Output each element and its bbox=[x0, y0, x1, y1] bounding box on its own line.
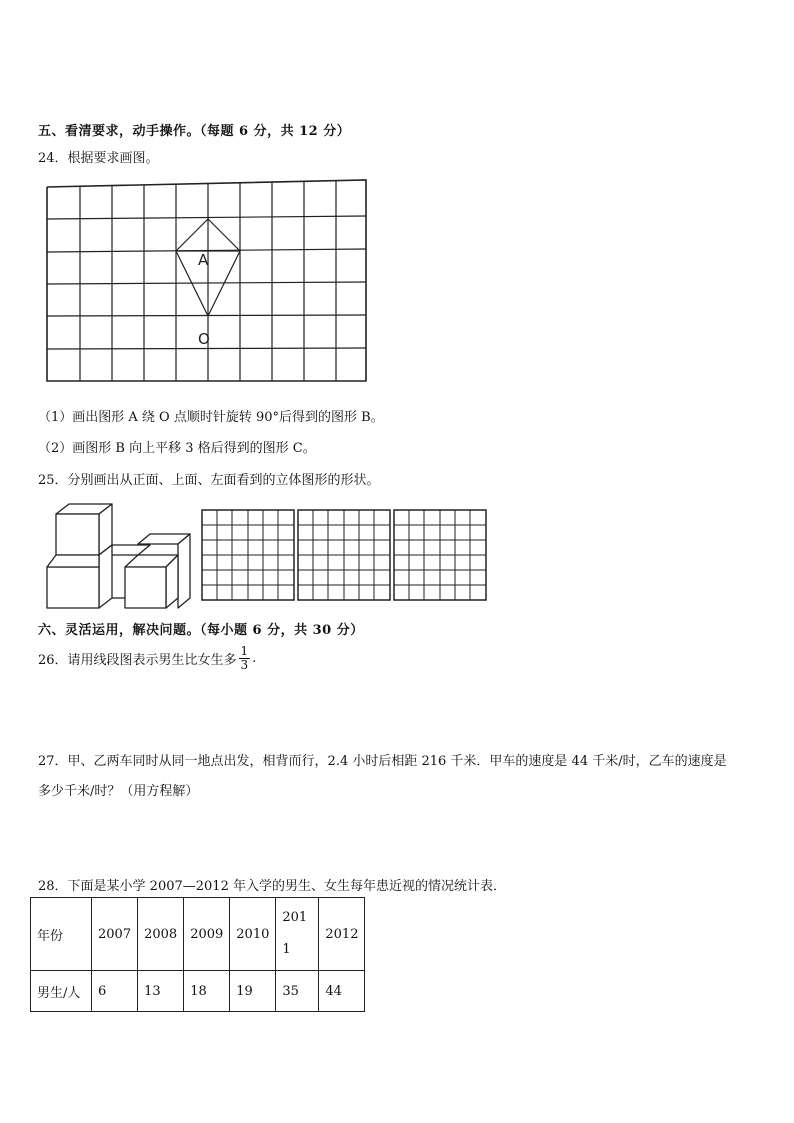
year-cell: 2008 bbox=[138, 898, 184, 971]
grid-figure-q24 bbox=[40, 176, 376, 388]
boys-count-cell: 18 bbox=[184, 971, 230, 1012]
boys-count-cell: 35 bbox=[276, 971, 319, 1012]
year-cell: 2007 bbox=[92, 898, 138, 971]
header-label-cell: 年份 bbox=[31, 898, 92, 971]
year-cell: 2012 bbox=[319, 898, 365, 971]
boys-count-cell: 44 bbox=[319, 971, 365, 1012]
question-24-sub-1: （1）画出图形 A 绕 O 点顺时针旋转 90°后得到的图形 B。 bbox=[38, 410, 384, 425]
question-24-title: 24．根据要求画图。 bbox=[38, 151, 159, 166]
year-cell: 2011 bbox=[276, 898, 319, 971]
boys-count-cell: 13 bbox=[138, 971, 184, 1012]
myopia-stats-table bbox=[30, 897, 365, 1012]
view-grid-top bbox=[298, 510, 390, 600]
fraction-one-third bbox=[239, 645, 251, 672]
table-row-boys bbox=[31, 971, 365, 1012]
question-27-line-2: 多少千米/时？（用方程解） bbox=[38, 784, 199, 799]
section-5-heading: 五、看清要求，动手操作。（每题 6 分，共 12 分） bbox=[38, 124, 351, 139]
year-cell: 2010 bbox=[230, 898, 276, 971]
question-26-text: 26．请用线段图表示男生比女生多 bbox=[38, 653, 237, 668]
boys-count-cell: 19 bbox=[230, 971, 276, 1012]
question-28-title: 28．下面是某小学 2007—2012 年入学的男生、女生每年患近视的情况统计表． bbox=[38, 879, 506, 894]
question-26 bbox=[38, 645, 256, 672]
boys-count-cell: 6 bbox=[92, 971, 138, 1012]
question-26-suffix: . bbox=[252, 651, 257, 666]
cube-solid-figure bbox=[42, 500, 194, 612]
fraction-numerator: 1 bbox=[240, 644, 249, 658]
question-27-line-1: 27．甲、乙两车同时从同一地点出发，相背而行，2.4 小时后相距 216 千米．甲车的速度是 44 千米/时，乙车的速度是 bbox=[38, 754, 727, 769]
view-grid-front bbox=[202, 510, 294, 600]
grid-lines-q24 bbox=[47, 180, 366, 381]
fraction-denominator: 3 bbox=[240, 658, 249, 672]
question-24-sub-2: （2）画图形 B 向上平移 3 格后得到的图形 C。 bbox=[38, 441, 316, 456]
year-cell: 2009 bbox=[184, 898, 230, 971]
view-grid-left bbox=[394, 510, 486, 600]
label-point-o: O bbox=[198, 330, 210, 348]
view-grids-q25 bbox=[200, 508, 490, 602]
table-row-years bbox=[31, 898, 365, 971]
question-25-title: 25．分别画出从正面、上面、左面看到的立体图形的形状。 bbox=[38, 473, 380, 488]
section-6-heading: 六、灵活运用，解决问题。（每小题 6 分，共 30 分） bbox=[38, 623, 364, 638]
row-label-cell: 男生/人 bbox=[31, 971, 92, 1012]
label-point-a: A bbox=[198, 251, 209, 269]
